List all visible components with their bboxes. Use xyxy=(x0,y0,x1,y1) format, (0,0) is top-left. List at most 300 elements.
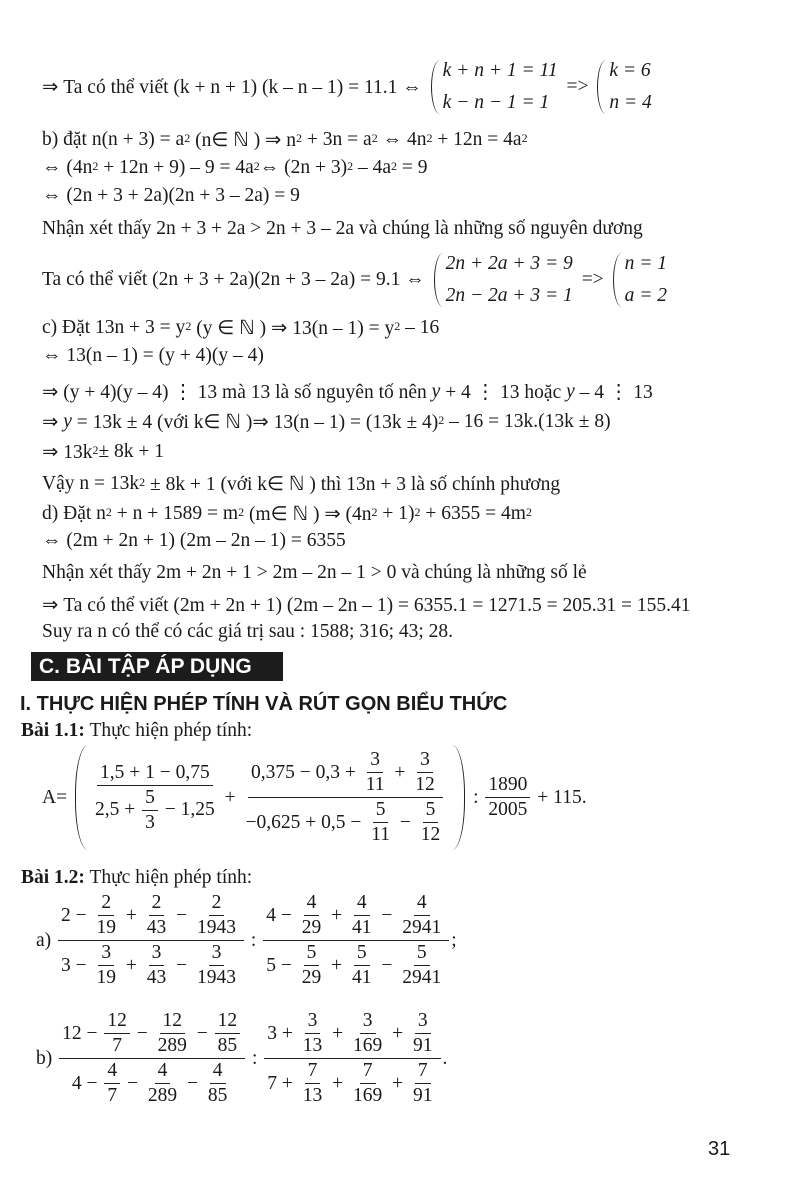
math-text: 7 + xyxy=(267,1072,298,1094)
math-text: . xyxy=(442,1047,448,1069)
math-text: + xyxy=(387,1022,409,1044)
math-text: + xyxy=(326,904,347,926)
math-text: Nhận xét thấy 2m + 2n + 1 > 2m – 2n – 1 > 0 và chúng là những số lẻ xyxy=(42,562,587,583)
fraction-numerator xyxy=(415,1010,431,1034)
fraction-denominator xyxy=(109,1034,125,1057)
fraction-numerator xyxy=(160,1010,186,1034)
math-text: 169 xyxy=(353,1085,383,1106)
math-text: 4 − xyxy=(71,1072,103,1094)
math-text: + xyxy=(389,761,411,783)
fraction-denominator xyxy=(94,966,120,989)
math-text: (m∈ ℕ ) ⇒ (4n xyxy=(244,504,372,525)
math-text: 41 xyxy=(351,967,372,988)
fraction-numerator xyxy=(215,1010,241,1034)
math-text: : xyxy=(246,929,262,951)
math-line: d) Đặt n $^2$ + n + 1589 = m $^2$ (m∈ ℕ ) ⇒ (4n $^2$ + 1) $^2$ + 6355 = 4m $^2$ xyxy=(42,503,532,525)
math-text: 4 − xyxy=(266,904,297,926)
exercise-1-1-label xyxy=(21,720,252,742)
system-row xyxy=(446,285,573,307)
math-text: : xyxy=(247,1047,263,1069)
math-text: − xyxy=(395,811,416,833)
math-text: 12 − xyxy=(62,1022,103,1044)
math-text: − xyxy=(191,1022,213,1044)
fraction-numerator xyxy=(263,892,449,941)
fraction-denominator xyxy=(299,966,325,989)
system-rows xyxy=(446,253,573,307)
math-text: 12 xyxy=(217,1010,238,1031)
fraction xyxy=(418,799,444,846)
italic-variable: y xyxy=(431,381,441,402)
system-rows xyxy=(609,60,651,114)
math-text: + xyxy=(121,904,142,926)
fraction-numerator xyxy=(209,892,225,916)
math-text: + xyxy=(219,786,241,808)
math-text: A= xyxy=(42,786,72,808)
math-text: 43 xyxy=(146,917,167,938)
math-line: ⇒ y = 13k ± 4 (với k∈ ℕ )⇒ 13(n – 1) = (13k ± 4) $^2$ – 16 = 13k.(13k ± 8) xyxy=(42,411,611,433)
math-text: 0,375 − 0,3 + xyxy=(250,761,361,783)
fraction xyxy=(410,1060,436,1107)
fraction xyxy=(94,942,120,989)
system-row xyxy=(609,92,651,114)
math-text: ⇒ xyxy=(42,412,64,433)
math-line: c) Đặt 13n + 3 = y $^2$ (y ∈ ℕ ) ⇒ 13(n – 1) = y $^2$ – 16 xyxy=(42,317,440,339)
math-text: − xyxy=(182,1072,203,1094)
fraction xyxy=(194,942,239,989)
math-text: ⇔ (2n + 3 + 2a)(2n + 3 – 2a) = 9 xyxy=(42,185,300,206)
fraction-denominator xyxy=(94,916,120,939)
equation-system xyxy=(613,253,667,307)
math-text: 2 xyxy=(151,892,162,913)
math-text: 43 xyxy=(146,967,167,988)
fraction-denominator xyxy=(300,1084,326,1107)
math-text: – 16 xyxy=(400,317,440,338)
math-text: 19 xyxy=(96,967,117,988)
math-text: => xyxy=(576,269,609,290)
math-text: 19 xyxy=(96,917,117,938)
math-text: 2 xyxy=(211,892,222,913)
left-brace xyxy=(431,60,441,114)
fraction-denominator xyxy=(242,798,448,846)
right-parenthesis xyxy=(452,745,465,850)
fraction-numerator xyxy=(367,749,383,773)
section-title: C. BÀI TẬP ÁP DỤNG xyxy=(31,652,283,681)
system-row xyxy=(446,253,573,275)
math-text: 13 xyxy=(302,1085,323,1106)
math-text: 3 xyxy=(362,1010,373,1031)
math-text: a) xyxy=(36,929,57,951)
math-text: + n + 1589 = m xyxy=(111,503,239,524)
math-text: Vậy n = 13k xyxy=(42,473,140,494)
math-text: 3 + xyxy=(267,1022,298,1044)
fraction-numerator xyxy=(149,892,165,916)
math-line: ⇒ 13k $^2$ ± 8k + 1 xyxy=(42,441,165,463)
math-text: 4 xyxy=(306,892,317,913)
math-text: : xyxy=(468,786,484,808)
math-text: ; xyxy=(451,929,457,951)
math-text: 4 xyxy=(356,892,367,913)
fraction xyxy=(349,942,375,989)
formula xyxy=(42,745,587,850)
fraction-numerator xyxy=(417,749,433,773)
math-text: ⇔ 4n xyxy=(377,129,427,150)
math-text: 91 xyxy=(413,1085,433,1106)
math-line xyxy=(42,562,587,584)
fraction xyxy=(194,892,239,939)
math-text: = 9 xyxy=(397,157,428,178)
fraction-denominator xyxy=(264,1059,440,1107)
math-text: + 12n = 4a xyxy=(432,129,522,150)
subsection-heading: I. THỰC HIỆN PHÉP TÍNH VÀ RÚT GỌN BIỂU THỨC xyxy=(20,693,508,715)
math-text: 289 xyxy=(147,1085,178,1106)
math-line xyxy=(42,60,656,114)
math-text: 11 xyxy=(365,774,385,795)
fraction xyxy=(215,1010,241,1057)
math-text: k = 6 xyxy=(609,60,651,81)
fraction xyxy=(300,1060,326,1107)
fraction-numerator xyxy=(304,892,320,916)
math-line: b) đặt n(n + 3) = a $^2$ (n∈ ℕ ) ⇒ n $^2$ + 3n = a $^2$ ⇔ 4n $^2$ + 12n = 4a $^2$ xyxy=(42,129,528,151)
math-text: ⇒ Ta có thể viết (2m + 2n + 1) (2m – 2n – 1) = 6355.1 = 1271.5 = 205.31 = 155.41 xyxy=(42,595,691,616)
exercise-number: Bài 1.2: xyxy=(21,867,85,888)
fraction-denominator xyxy=(300,1034,326,1057)
fraction-numerator xyxy=(142,787,158,811)
math-text: + 1) xyxy=(377,503,415,524)
fraction-numerator xyxy=(209,942,225,966)
math-text: b) đặt n(n + 3) = a xyxy=(42,129,185,150)
math-line xyxy=(42,380,653,404)
fraction-numerator xyxy=(264,1010,440,1059)
math-text: (y ∈ ℕ ) ⇒ 13(n – 1) = y xyxy=(191,318,395,339)
fraction-numerator xyxy=(414,942,430,966)
fraction-numerator xyxy=(155,1060,171,1084)
fraction xyxy=(104,1010,130,1057)
fraction xyxy=(412,749,438,796)
math-line xyxy=(42,218,643,240)
fraction xyxy=(399,942,444,989)
fraction-denominator xyxy=(410,1034,436,1057)
fraction-numerator xyxy=(305,1010,321,1034)
math-text: Suy ra n có thể có các giá trị sau : 1588; 316; 43; 28. xyxy=(42,621,454,642)
fraction-numerator xyxy=(58,892,244,941)
fraction-numerator xyxy=(373,799,389,823)
system-row xyxy=(609,60,651,82)
math-text: + 6355 = 4m xyxy=(420,503,526,524)
fraction-denominator xyxy=(145,1084,180,1107)
fraction-numerator xyxy=(104,1060,120,1084)
math-text: 29 xyxy=(301,967,322,988)
math-text: 1890 xyxy=(488,774,528,795)
math-text: − xyxy=(376,954,398,976)
math-text: + xyxy=(327,1072,349,1094)
math-text: Nhận xét thấy 2n + 3 + 2a > 2n + 3 – 2a và chúng là những số nguyên dương xyxy=(42,218,643,239)
left-brace xyxy=(434,253,444,307)
parenthesis-content xyxy=(88,745,452,850)
equation-system xyxy=(597,60,651,114)
math-text: + xyxy=(327,1022,349,1044)
fraction xyxy=(242,749,448,846)
fraction-denominator xyxy=(350,1034,385,1057)
left-brace xyxy=(597,60,607,114)
math-line: Vậy n = 13k $^2$ ± 8k + 1 (với k∈ ℕ ) thì 13n + 3 là số chính phương xyxy=(42,473,561,495)
exercise-instruction: Thực hiện phép tính: xyxy=(84,867,253,888)
fraction-denominator xyxy=(485,798,530,821)
math-text: − xyxy=(131,1022,153,1044)
fraction xyxy=(350,1060,385,1107)
math-text: 3 xyxy=(417,1010,428,1031)
fraction-denominator xyxy=(144,916,170,939)
math-text: 3 xyxy=(211,942,222,963)
fraction xyxy=(144,892,170,939)
math-text: 11 xyxy=(371,824,390,845)
fraction xyxy=(58,892,244,989)
math-text: 7 xyxy=(417,1060,428,1081)
math-text: 3 − xyxy=(61,954,92,976)
fraction-denominator xyxy=(144,966,170,989)
math-text: 3 xyxy=(370,749,380,770)
math-text: 5 xyxy=(306,942,317,963)
math-text: 1,5 + 1 − 0,75 xyxy=(99,761,210,783)
fraction-denominator xyxy=(399,916,444,939)
fraction-numerator xyxy=(98,892,114,916)
math-text: c) Đặt 13n + 3 = y xyxy=(42,317,186,338)
fraction xyxy=(142,787,158,834)
math-text: − xyxy=(122,1072,143,1094)
fraction-denominator xyxy=(350,1084,385,1107)
fraction xyxy=(485,774,530,821)
fraction xyxy=(299,892,325,939)
fraction-numerator xyxy=(360,1010,376,1034)
math-text: ⇔ (2n + 3) xyxy=(259,157,348,178)
math-line xyxy=(42,593,691,617)
math-text: 5 xyxy=(425,799,436,820)
math-text: 2941 xyxy=(402,967,442,988)
system-row xyxy=(625,285,667,307)
math-text: 4 xyxy=(212,1060,223,1081)
math-text: + 3n = a xyxy=(302,129,372,150)
math-text: 2n + 2a + 3 = 9 xyxy=(445,253,573,274)
fraction-denominator xyxy=(363,773,388,796)
left-parenthesis xyxy=(75,745,88,850)
fraction xyxy=(94,892,120,939)
math-text: − xyxy=(171,904,193,926)
math-text: 12 xyxy=(415,774,435,795)
exercise-number: Bài 1.1: xyxy=(21,720,85,741)
math-text: ⇔ 13(n – 1) = (y + 4)(y – 4) xyxy=(42,345,264,366)
fraction-numerator xyxy=(59,1010,245,1059)
fraction xyxy=(349,892,375,939)
left-brace xyxy=(613,253,623,307)
math-text: −0,625 + 0,5 − xyxy=(245,811,367,833)
fraction-denominator xyxy=(263,941,449,989)
fraction-numerator xyxy=(414,892,430,916)
math-line: ⇔ (4n $^2$ + 12n + 9) – 9 = 4a $^2$ ⇔ (2n + 3) $^2$ – 4a $^2$ = 9 xyxy=(42,157,428,178)
math-text: (n∈ ℕ ) ⇒ n xyxy=(190,130,297,151)
system-row xyxy=(625,253,667,275)
fraction-numerator xyxy=(304,942,320,966)
fraction xyxy=(350,1010,385,1057)
math-text: – 16 = 13k.(13k ± 8) xyxy=(444,411,611,432)
math-text: + 115. xyxy=(532,786,587,808)
math-text: 2 − xyxy=(61,904,92,926)
math-text: 4 xyxy=(107,1060,118,1081)
math-text: + xyxy=(121,954,142,976)
fraction-denominator xyxy=(418,823,444,846)
math-text: 3 xyxy=(101,942,112,963)
system-rows xyxy=(625,253,667,307)
math-text: n = 4 xyxy=(609,92,652,113)
fraction xyxy=(92,762,218,834)
math-text: + xyxy=(326,954,347,976)
fraction-denominator xyxy=(194,966,239,989)
math-text: k − n − 1 = 1 xyxy=(442,92,550,113)
fraction-denominator xyxy=(69,1059,236,1107)
fraction-denominator xyxy=(412,773,438,796)
fraction-denominator xyxy=(349,966,375,989)
math-text: 2 xyxy=(101,892,112,913)
math-text: 4 xyxy=(157,1060,168,1081)
math-text: 29 xyxy=(301,917,322,938)
math-text: = 13k ± 4 (với k∈ ℕ )⇒ 13(n – 1) = (13k ± 4) xyxy=(71,412,439,433)
equation-system xyxy=(431,60,558,114)
fraction-denominator xyxy=(194,916,239,939)
fraction-denominator xyxy=(142,811,158,834)
math-text: 2,5 + xyxy=(94,799,141,820)
exercise-1-2-label xyxy=(21,867,252,889)
fraction xyxy=(104,1060,120,1107)
fraction-denominator xyxy=(399,966,444,989)
fraction-denominator xyxy=(410,1084,436,1107)
math-text: 41 xyxy=(351,917,372,938)
fraction xyxy=(399,892,444,939)
italic-variable: y xyxy=(63,411,72,432)
fraction-numerator xyxy=(98,942,114,966)
math-text: 2941 xyxy=(402,917,442,938)
math-text: – 4a xyxy=(353,157,392,178)
math-line xyxy=(42,530,346,552)
math-text: − xyxy=(376,904,398,926)
fraction xyxy=(264,1010,440,1107)
math-line xyxy=(42,253,671,307)
math-text: ⇒ Ta có thể viết (k + n + 1) (k – n – 1) = 11.1 ⇔ xyxy=(42,77,427,98)
math-text: 7 xyxy=(112,1035,122,1056)
math-text: 91 xyxy=(413,1035,433,1056)
math-text: ⇔ (2m + 2n + 1) (2m – 2n – 1) = 6355 xyxy=(42,530,346,551)
fraction-denominator xyxy=(92,786,218,834)
fraction-denominator xyxy=(104,1084,120,1107)
fraction-numerator xyxy=(149,942,165,966)
fraction-numerator xyxy=(305,1060,321,1084)
fraction-numerator xyxy=(104,1010,130,1034)
system-rows xyxy=(443,60,558,114)
math-text: 5 − xyxy=(266,954,297,976)
fraction-numerator xyxy=(354,892,370,916)
equation-system xyxy=(434,253,573,307)
fraction-numerator xyxy=(210,1060,226,1084)
math-text: 7 xyxy=(107,1085,118,1106)
fraction xyxy=(368,799,393,846)
math-text: 3 xyxy=(151,942,162,963)
math-text: – 4 ⋮ 13 xyxy=(574,382,653,403)
math-text: 3 xyxy=(420,749,430,770)
math-text: k + n + 1 = 11 xyxy=(442,60,558,81)
math-text: b) xyxy=(36,1047,58,1069)
fraction-numerator xyxy=(97,762,213,786)
fraction-denominator xyxy=(299,916,325,939)
fraction xyxy=(205,1060,231,1107)
system-row xyxy=(443,92,558,114)
math-text: − 1,25 xyxy=(159,799,215,820)
fraction xyxy=(59,1010,245,1107)
math-text: => xyxy=(561,76,594,97)
fraction-denominator xyxy=(205,1084,231,1107)
math-line xyxy=(42,621,453,643)
parenthesized-group xyxy=(75,745,465,850)
math-text: ± 8k + 1 xyxy=(98,441,165,462)
math-text: 5 xyxy=(356,942,367,963)
fraction xyxy=(300,1010,326,1057)
math-text: + 4 ⋮ 13 hoặc xyxy=(440,382,567,403)
math-text: d) Đặt n xyxy=(42,503,106,524)
fraction-denominator xyxy=(349,916,375,939)
math-text: 7 xyxy=(362,1060,373,1081)
math-text: 85 xyxy=(207,1085,228,1106)
fraction-denominator xyxy=(215,1034,241,1057)
math-text: + 12n + 9) – 9 = 4a xyxy=(98,157,254,178)
math-text: 169 xyxy=(353,1035,383,1056)
math-text: 289 xyxy=(157,1035,187,1056)
math-text: a = 2 xyxy=(624,285,667,306)
fraction-numerator xyxy=(415,1060,431,1084)
math-text: 12 xyxy=(107,1010,127,1031)
formula xyxy=(36,892,457,989)
math-line xyxy=(42,185,300,207)
math-text: Ta có thể viết (2n + 3 + 2a)(2n + 3 – 2a) = 9.1 ⇔ xyxy=(42,269,430,290)
math-text: ± 8k + 1 (với k∈ ℕ ) thì 13n + 3 là số chính phương xyxy=(145,474,561,495)
fraction xyxy=(363,749,388,796)
exercise-instruction: Thực hiện phép tính: xyxy=(84,720,253,741)
math-text: 2n − 2a + 3 = 1 xyxy=(445,285,573,306)
fraction-denominator xyxy=(368,823,393,846)
system-row xyxy=(443,60,558,82)
fraction-numerator xyxy=(485,774,530,798)
math-text: 13 xyxy=(302,1035,323,1056)
math-text: 7 xyxy=(307,1060,318,1081)
fraction xyxy=(263,892,449,989)
math-text: ⇒ (y + 4)(y – 4) ⋮ 13 mà 13 là số nguyên tố nên xyxy=(42,382,432,403)
math-text: 12 xyxy=(420,824,441,845)
math-text: 5 xyxy=(145,786,155,808)
math-text: + xyxy=(387,1072,409,1094)
math-text: 5 xyxy=(375,799,386,820)
math-text: 3 xyxy=(307,1010,318,1031)
fraction-denominator xyxy=(58,941,244,989)
fraction-numerator xyxy=(248,749,443,798)
page-number: 31 xyxy=(708,1138,731,1160)
math-line xyxy=(42,345,264,367)
math-text: 85 xyxy=(217,1035,238,1056)
italic-variable: y xyxy=(566,381,575,402)
math-text: 4 xyxy=(416,892,427,913)
fraction-denominator xyxy=(155,1034,190,1057)
formula xyxy=(36,1010,447,1107)
fraction xyxy=(144,942,170,989)
fraction-numerator xyxy=(423,799,439,823)
fraction xyxy=(410,1010,436,1057)
fraction-numerator xyxy=(360,1060,376,1084)
math-text: 12 xyxy=(162,1010,182,1031)
math-text: ⇒ 13k xyxy=(42,442,93,463)
